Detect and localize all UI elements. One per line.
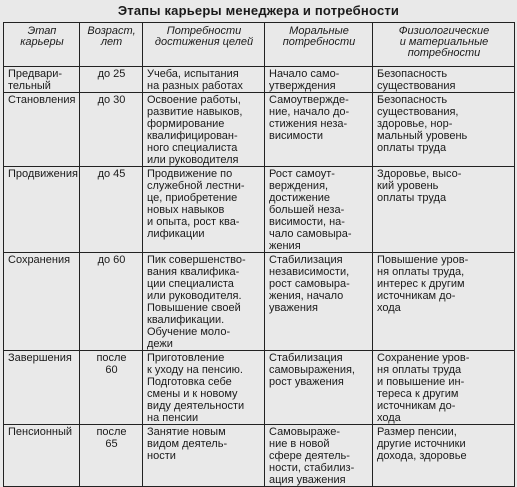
age-cell: до 30 bbox=[80, 93, 143, 167]
moral-needs-cell: Рост самоут- верждения, достижение большей неза- висимости, на- чало самовыра- жения bbox=[265, 167, 373, 253]
goal-needs-cell: Пик совершенство- вания квалифика- ции специалиста или руководителя. Повышение своей квалификации. Обучение моло- дежи bbox=[143, 253, 265, 351]
table-row bbox=[4, 351, 515, 425]
material-needs-cell: Сохранение уров- ня оплаты труда и повышение ин- тереса к другим источникам до- хода bbox=[373, 351, 515, 425]
age-cell: до 45 bbox=[80, 167, 143, 253]
age-cell: после 60 bbox=[80, 351, 143, 425]
material-needs-cell: Повышение уров- ня оплаты труда, интерес к другим источникам до- хода bbox=[373, 253, 515, 351]
moral-needs-cell: Самовыраже- ние в новой сфере деятель- ности, стабилиз- ация уважения bbox=[265, 425, 373, 487]
table-row bbox=[4, 67, 515, 93]
header-material-needs: Физиологические и материальные потребности bbox=[373, 23, 515, 67]
moral-needs-cell: Стабилизация самовыражения, рост уважения bbox=[265, 351, 373, 425]
career-stages-table bbox=[3, 22, 515, 487]
goal-needs-cell: Приготовление к уходу на пенсию. Подготовка себе смены и к новому виду деятельности на пенсии bbox=[143, 351, 265, 425]
material-needs-cell: Безопасность существования, здоровье, нор- мальный уровень оплаты труда bbox=[373, 93, 515, 167]
stage-cell: Продвижения bbox=[4, 167, 80, 253]
moral-needs-cell: Самоутвержде- ние, начало до- стижения неза- висимости bbox=[265, 93, 373, 167]
header-stage: Этап карьеры bbox=[4, 23, 80, 67]
goal-needs-cell: Занятие новым видом деятель- ности bbox=[143, 425, 265, 487]
stage-cell: Предвари- тельный bbox=[4, 67, 80, 93]
material-needs-cell: Безопасность существования bbox=[373, 67, 515, 93]
stage-cell: Становления bbox=[4, 93, 80, 167]
age-cell: после 65 bbox=[80, 425, 143, 487]
table-row bbox=[4, 93, 515, 167]
stage-cell: Сохранения bbox=[4, 253, 80, 351]
stage-cell: Пенсионный bbox=[4, 425, 80, 487]
moral-needs-cell: Стабилизация независимости, рост самовыра- жения, начало уважения bbox=[265, 253, 373, 351]
table-title: Этапы карьеры менеджера и потребности bbox=[117, 3, 400, 18]
goal-needs-cell: Освоение работы, развитие навыков, формирование квалифицирован- ного специалиста или руководителя bbox=[143, 93, 265, 167]
table-row bbox=[4, 425, 515, 487]
header-age: Возраст, лет bbox=[80, 23, 143, 67]
goal-needs-cell: Учеба, испытания на разных работах bbox=[143, 67, 265, 93]
table-row bbox=[4, 167, 515, 253]
age-cell: до 60 bbox=[80, 253, 143, 351]
goal-needs-cell: Продвижение по служебной лестни- це, приобретение новых навыков и опыта, рост ква- лификации bbox=[143, 167, 265, 253]
moral-needs-cell: Начало само- утверждения bbox=[265, 67, 373, 93]
material-needs-cell: Размер пенсии, другие источники дохода, здоровье bbox=[373, 425, 515, 487]
material-needs-cell: Здоровье, высо- кий уровень оплаты труда bbox=[373, 167, 515, 253]
table-row bbox=[4, 253, 515, 351]
age-cell: до 25 bbox=[80, 67, 143, 93]
header-moral-needs: Моральные потребности bbox=[265, 23, 373, 67]
stage-cell: Завершения bbox=[4, 351, 80, 425]
header-goal-needs: Потребности достижения целей bbox=[143, 23, 265, 67]
header-row bbox=[4, 23, 515, 67]
